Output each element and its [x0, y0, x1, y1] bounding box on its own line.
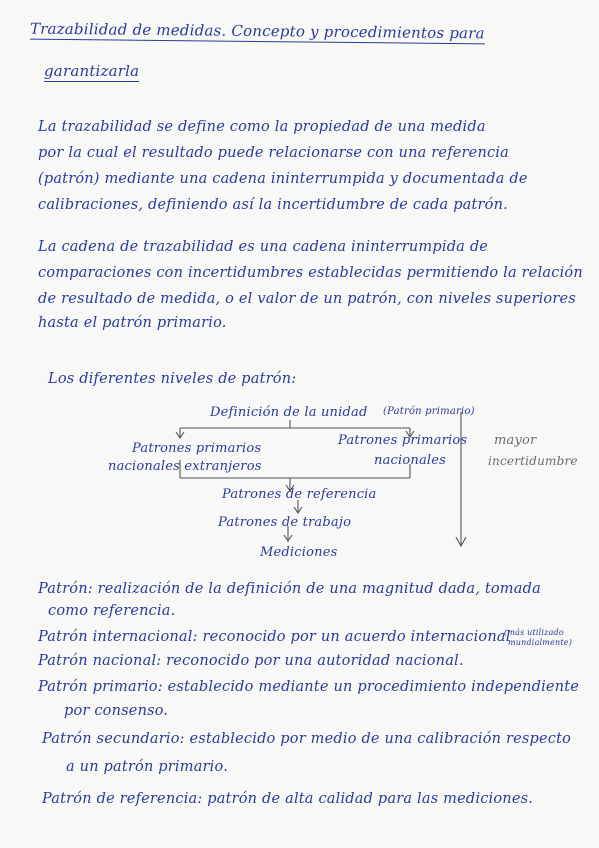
- diagram-side-label-2: incertidumbre: [488, 454, 578, 468]
- para1-line-4: calibraciones, definiendo así la incertidumbre de cada patrón.: [38, 197, 508, 213]
- para1-line-2: por la cual el resultado puede relacionarse con una referencia: [38, 145, 509, 161]
- def-patron-line-1: Patrón: realización de la definición de una magnitud dada, tomada: [38, 581, 541, 597]
- levels-heading: Los diferentes niveles de patrón:: [48, 371, 297, 387]
- para2-line-3: de resultado de medida, o el valor de un patrón, con niveles superiores: [38, 291, 576, 307]
- diagram-ref-label: Patrones de referencia: [222, 487, 377, 502]
- diagram-side-label-1: mayor: [494, 433, 537, 448]
- page-title-line-1: Trazabilidad de medidas. Concepto y procedimientos para: [29, 19, 485, 43]
- def-primario-line-1: Patrón primario: establecido mediante un procedimiento independiente: [38, 679, 580, 695]
- para1-line-3: (patrón) mediante una cadena ininterrumpida y documentada de: [38, 171, 528, 187]
- diagram-meas-label: Mediciones: [260, 545, 338, 560]
- diagram-right-2: nacionales: [374, 453, 447, 468]
- diagram-left-2: nacionales extranjeros: [108, 459, 262, 474]
- def-referencia: Patrón de referencia: patrón de alta calidad para las mediciones.: [42, 791, 534, 807]
- def-internacional-note-2: mundialmente): [508, 638, 573, 647]
- def-internacional-note-1: (más utilizado: [504, 628, 564, 637]
- para2-line-4: hasta el patrón primario.: [38, 315, 227, 331]
- diagram-left-1: Patrones primarios: [132, 441, 262, 456]
- def-patron-line-2: como referencia.: [48, 603, 176, 619]
- page-title-line-2: garantizarla: [44, 62, 140, 80]
- para2-line-2: comparaciones con incertidumbres establecidas permitiendo la relación: [38, 265, 583, 281]
- diagram-right-1: Patrones primarios: [338, 433, 468, 448]
- para1-line-1: La trazabilidad se define como la propiedad de una medida: [38, 119, 486, 135]
- diagram-work-label: Patrones de trabajo: [218, 515, 352, 530]
- def-secundario-line-1: Patrón secundario: establecido por medio de una calibración respecto: [42, 731, 572, 747]
- diagram-top-note: (Patrón primario): [383, 406, 475, 417]
- diagram-top-label: Definición de la unidad: [210, 405, 368, 420]
- def-secundario-line-2: a un patrón primario.: [66, 759, 229, 775]
- def-internacional: Patrón internacional: reconocido por un acuerdo internacional: [38, 629, 511, 645]
- def-primario-line-2: por consenso.: [64, 703, 169, 719]
- para2-line-1: La cadena de trazabilidad es una cadena ininterrumpida de: [38, 239, 489, 255]
- def-nacional: Patrón nacional: reconocido por una autoridad nacional.: [38, 653, 464, 669]
